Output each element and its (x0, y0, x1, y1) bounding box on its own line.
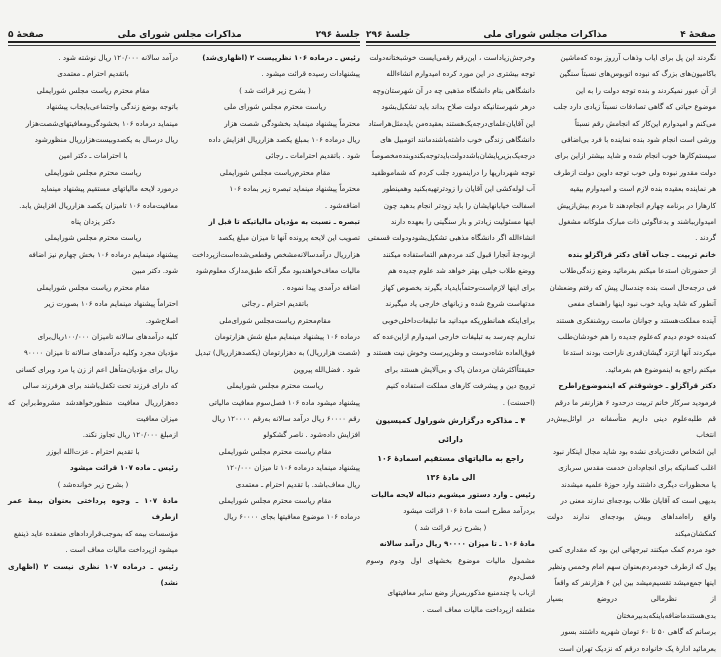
text-line: موضوع حیاتی که گاهی تصادفات نسبتاً زیادی دارد جلب (553, 102, 716, 112)
text-line: تبصره ـ نسبت به مؤدیان مالیاتیکه تا قبل از (208, 217, 360, 227)
section-title (366, 411, 535, 487)
text-line: (شصت هزارریال) به دهزارتومان (یکصدهزار‌ریال) تبدیل (195, 348, 360, 358)
text-line: این اشخاص دقت‌زیادی نشده بود شاید مجال اینکار نبود (552, 446, 716, 456)
text-line: مادهٔ ۱۰۶ ـ تا میزان ۹۰۰۰۰ ریال درآمد سالانه (379, 539, 535, 549)
text-line: قم طلبه‌علوم دینی داریم متأسفانه در اوائل‌بیش‌در انتخاب (547, 413, 716, 440)
text-line: ازمبلغ ۱۲۰/۰۰۰ ریال تجاوز نکند. (82, 430, 178, 440)
text-line: مشمول مالیات موضوع بخشهای اول ودوم وسوم فصل‌دوم (366, 555, 535, 581)
header-rule (366, 41, 716, 43)
text-line: ریاست محترم مجلس شورایملی (226, 381, 324, 391)
text-line: واقع راه‌امداهای وبیش بودجه‌ای ندارند دولت کمکشان‌میکند (547, 512, 716, 538)
text-line: سیستم‌کارها خوب انجام شده و شاید بیشتر ازاین برای (554, 151, 716, 161)
text-line: بعرمائید ادارهٔ یک خانواده درقم که نزدیک تهران است (558, 643, 716, 653)
text-line: بردرآمد مطرح است مادهٔ ۱۰۶ قرائت میشود (403, 506, 535, 516)
text-line: ریاست محترم مجلس شورایملی (44, 233, 142, 243)
running-title: مذاکرات مجلس شورای ملی (117, 30, 242, 40)
text-line: اصلاح‌شود. (145, 315, 178, 325)
text-line: شود. دکتر مبین (131, 266, 178, 276)
text-line: میشود ازپرداخت مالیات معاف است . (65, 545, 178, 555)
text-line: برای‌اینکه همانطوریکه میدانید ما تبلیغات‌داخلی‌خوبی (382, 315, 535, 325)
text-line: دکتر یزدان پناه (71, 217, 115, 227)
text-line: اینها جمع‌میشد تقسیم‌میشد بین این ۶ هزارنفر که واقعاً (554, 578, 716, 587)
text-line: باتقدیم احترام ـ معتمدی (57, 69, 129, 79)
text-line: مالیات معاف‌خواهندبود مگر آنکه طبق‌مدارک معلوم‌شود (195, 266, 360, 276)
text-line: باکامیون‌های بزرگ که نبوده اتوبوس‌های نسبتاً سنگین (559, 69, 716, 79)
text-line: گردند . (695, 233, 716, 243)
text-line: با احترامات ـ دکتر امین (58, 151, 128, 161)
session-number: جلسهٔ ۲۹۶ (366, 30, 411, 40)
text-line: پیشنهاد مینمایم درماده ۱۰۶ بخش چهارم نیز اضافه (28, 249, 178, 259)
text-line: ووضع طلاب خیلی بهتر خواهد شد علوم جدیده هم (387, 266, 535, 276)
text-line: باتوجه بوضع زندگی واجتماعی‌بایجاب پیشنهاد (46, 102, 178, 112)
text-line: ده‌هزارریال معافیت منظورخواهدشد مشروط‌براین که میزان معافیت (8, 397, 178, 423)
text-line: می‌کنم و امیدوارم این‌کار که انجامش رقم نسبتاً (574, 118, 716, 128)
text-line: اغلب کسانیکه برای انجام‌دادن خدمت مقدس سربازی (558, 463, 716, 473)
text-line: متعلقه ازپرداخت مالیات معاف است . (422, 604, 535, 614)
text-line: آینده مملکت‌هستند و جوانان ماست روشنفکری هستند (556, 315, 716, 325)
text-line: پیشنهادات رسیده قرائت میشود . (261, 69, 360, 79)
text-line: مؤسسات بیمه که بموجب‌قراردادهای منعقده عاید ذینفع (13, 528, 178, 538)
column-right (547, 50, 716, 653)
text-line: پول که ازطرف خودمردم‌بعنوان سهم امام وخمس ونظیر (548, 561, 716, 571)
page-header (8, 26, 360, 40)
text-line: رئیس ـ ماده ۱۰۷ قرائت میشود (69, 463, 178, 473)
text-line: اضافه‌شود . (324, 200, 360, 210)
text-line: میکنم راجع به اینموضوع هم بفرمائید. (605, 364, 716, 374)
text-line: ( بشرح زیر قرائت شد ) (239, 85, 311, 95)
column-left (8, 50, 178, 587)
text-line: ریال برای مؤدیان‌متأهل اعم از زن یا مرد وبرای کسانی (15, 364, 178, 374)
text-line: رئیس ـ وارد دستور میشویم دنباله لایحه مالیات (371, 489, 535, 499)
text-line: آنطور که شاید وباید خوب نبود اینها راهنمای مفعی (567, 299, 716, 309)
text-line: از نظرمالی دروضع بسیار بدی‌هستند‌ماضافه‌باینکه‌بدبیرمختان (547, 594, 716, 620)
text-line: بدیهی است که آقایان طلاب بودجه‌ای ندارند معنی در (560, 495, 716, 505)
text-line: معافیت‌ماده ۱۰۶ تامیزان یکصد هزارریال افزایش یابد. (19, 200, 178, 210)
header-rule-thin (8, 45, 360, 46)
text-line: از آن عبور نمیکردند و بنده توجه دولت را به این (575, 85, 716, 95)
text-line: مقام ریاست محترم مجلس شورایملی (218, 495, 332, 505)
text-line: مقام محترم ریاست مجلس شورایملی (36, 85, 150, 95)
page-4 (366, 0, 716, 653)
text-line: افزایش داده‌شود . ناصر گشکولو (263, 430, 360, 440)
text-line: ورشی است انجام شود بنده نماینده با فرد بی‌اضافی (561, 135, 716, 145)
text-line: مقام‌محترم ریاست‌مجلس شورای‌ملی (219, 315, 331, 325)
text-line: الی مادهٔ ۱۳۶ (425, 472, 476, 482)
text-line: یا محظورات دیگری داشتند وارد حوزهٔ علمیه میشدند (561, 479, 716, 489)
text-line: مقام ریاست محترم مجلس شورایملی (218, 446, 332, 456)
text-line: مادهٔ ۱۰۷ ـ وجوه پرداختی بعنوان بیمهٔ عمر ازطرف (8, 495, 178, 522)
text-line: درجه‌یک‌بزیر‌پایشان‌باشد‌دولت‌باید‌توجه‌بکند‌وبنده‌مخصوصاً (371, 151, 535, 161)
text-line: فرمودید سرکار خانم تربیت درحدود ۶ هزارنفر ما درقم (554, 397, 716, 407)
text-line: کارهارا در برنامه چهارم انجام‌دهند تا مردم بیش‌ازپیش (557, 200, 716, 210)
text-line: حقیقتاًاکثرشان مردمان پاک و بی‌آلایش هستند برای (384, 364, 535, 374)
text-line: درمورد لایحه مالیاتهای مستقیم پیشنهاد مینماید (40, 184, 178, 194)
text-line: درهر شهرستانیکه دولت صلاح بداند باید تشکیل‌بشود (381, 102, 535, 112)
text-line: با تقدیم احترام ـ عزت‌الله ابوزر (46, 446, 140, 456)
text-line: ۴ ـ مذاکره درگزارش شوراول کمیسیون دارائی (375, 415, 526, 444)
text-line: ازبودجهٔ آنجارا قبول کند مردم‌هم التماستفاده میکنند (382, 249, 535, 259)
column-left-body (366, 50, 535, 411)
text-line: اضافه درآمدی پیدا نموده . (282, 282, 360, 292)
page-number: صفحهٔ ۴ (680, 30, 716, 40)
text-line: محترماً پیشنهاد مینماید بخشودگی شصت هزار (224, 118, 360, 128)
text-line: رئیس ـ درماده ۱۰۶ نظرپیست ۲ (اظهاری‌شد) (202, 53, 360, 62)
text-line: دانشگاهی بنام دانشگاه مذهبی چه در آن شهرستان‌وچه (372, 85, 535, 95)
text-line: احتراماً پیشنهاد مینمایم ماده ۱۰۶ بصورت زیر (44, 299, 178, 309)
text-line: تصویب این لایحه پرونده آنها تا میزان مبلغ یکصد (218, 233, 360, 243)
text-line: رقم ۶۰۰۰۰ ریال درآمد سالانه به‌رقم ۱۲۰۰۰۰ ریال (212, 413, 360, 423)
text-line: ریال درسال به یکصدوبیست‌هزارریال منظورشود (34, 135, 178, 145)
page-header (366, 26, 716, 40)
text-line: درماده ۱۰۶ پیشنهاد مینمایم مبلغ شش هزار‌تومان (214, 331, 360, 341)
text-line: باتقدیم احترام ـ رجائی (241, 299, 309, 309)
page-number: صفحهٔ ۵ (8, 30, 44, 40)
text-line: هر نماینده بعقیده بنده لازم است و امیدوارم بیقیه (569, 184, 716, 194)
text-line: برسانم که گاهی ۵۰ تا ۶۰ تومان شهریه داشتند بسور (561, 627, 716, 637)
text-line: ( بشرح زیر خوانده‌شد ) (57, 479, 129, 489)
text-line: ریال معاف‌باشد. با تقدیم احترام ـ معتمدی (235, 479, 360, 489)
text-line: دکتر قراگزلو ـ خوشوقتم که اینموضوع‌راطرح (558, 381, 716, 391)
text-columns (8, 50, 360, 587)
text-line: برای اینها لازم‌است‌وحتماًبایدیاد بگیرند بخصوص کهاز (381, 282, 535, 292)
text-line: توجه بیشتری در این مورد کرده امیدوارم انشاءالله (386, 69, 535, 79)
text-line: که دارای فرزند تحت تکفل‌باشند برای هرفرزند سالی (22, 381, 178, 391)
text-line: ( بشرح زیر قرائت شد ) (414, 522, 487, 532)
text-line: از‌باب یا چندمنبع مذکوربس‌از وضع سایر معافیتهای (387, 588, 535, 598)
text-line: مقام محترم‌ریاست مجلس شورایملی (219, 167, 331, 177)
text-line: ریاست محترم مجلس شورایملی (44, 167, 142, 177)
session-number: جلسهٔ ۲۹۶ (315, 30, 360, 40)
text-line: ترویج دین و پیشرفت کارهای مملکت استفاده کنیم (386, 381, 535, 391)
text-line: درآمد سالانه ۱۲۰/۰۰۰ ریال نوشته شود . (58, 53, 178, 62)
text-line: اینها مسئولیت زیادتر و بار سنگینی را بعهده دارند (390, 217, 535, 227)
text-line: توجه شهرداریها را در‌اینمورد جلب کردم که شماموظفید (371, 167, 535, 177)
text-line: شود . فضل‌الله پیروین (293, 364, 360, 374)
header-rule-thin (366, 45, 716, 46)
text-line: دولت مقدور نبوده ولی خوب توجه داوین دولت ازطرف (553, 167, 716, 177)
text-line: ریال درماده ۱۰۶ بمبلغ یکصد هزارریال افزایش داده (208, 135, 360, 145)
column-left (366, 50, 535, 614)
page-5 (8, 0, 360, 599)
text-line: رئیس ـ درماده ۱۰۷ نظری نیست ۲ (اظهاری نشد) (8, 561, 178, 587)
text-line: که‌بنده خودم دیدم که‌علوم جدیده را هم خودشان‌طلب (557, 331, 716, 341)
text-line: مدتهاست شروع شده و زبانهای خارجی یاد میگیرند (385, 299, 535, 309)
text-line: وخرجش‌زیاداست ، این‌رقم رقمی‌ایست خوشبختانه‌دولت (369, 53, 535, 62)
text-line: انشاءالله اگر دانشگاه مذهبی تشکیل‌بشود‌ودولت قسمتی (367, 233, 535, 243)
text-line: کلیه درآمدهای سالانه تامیزان ۱۰۰/۰۰۰ریال‌برای (37, 331, 178, 341)
text-line: خانم تربیت ـ جناب آقای دکتر قراگزلو بنده (568, 249, 716, 259)
text-line: میکردند آنها ازتزد گیشان‌قدری ناراحت بودند استدعا (563, 348, 716, 358)
text-columns (366, 50, 716, 653)
text-line: ریاست محترم مجلس شورای ملی (223, 102, 327, 112)
text-line: شود . باتقدیم احترامات ـ رجائی (265, 151, 360, 161)
running-title: مذاکرات مجلس شورای ملی (483, 30, 608, 40)
text-line: هزارریال درآمدسالانه‌مشخص وقطعی‌شده‌است‌ازپرداخت (192, 249, 360, 259)
text-line: مؤدیان مجرد وکلیه درآمدهای سالانه تا میزان ۹۰۰۰۰ (23, 348, 178, 358)
text-line: راجع به مالیاتهای مستقیم اسمادهٔ ۱۰۶ (377, 453, 524, 463)
text-line: مینماید درماده ۱۰۶ بخشودگی‌ومعافیتهای‌شصت‌هزار (25, 118, 178, 128)
text-line: نداریم چه‌رسد به تبلیغات خارجی امیدوارم ازاین‌عده که (372, 331, 535, 341)
column-right (190, 50, 360, 559)
text-line: آب لوله‌کشی این آقایان را زودتر‌تهیه‌بکنید وهمینطور (382, 184, 535, 194)
text-line: اسفالت خیابانهایشان را باید زودتر انجام بدهید چون (383, 200, 535, 210)
text-line: فوق‌العاده شاه‌دوست و وطن‌پرست وخوش نیت هستند و (367, 348, 535, 358)
text-line: دانشگاهی زندگی خوب داشته‌باشندمانند اتومبیل های (380, 135, 535, 145)
text-line: نگردند این پل برای ایاب وذهاب آرروز بوده که‌ماشین (560, 53, 716, 62)
text-line: پیشنهاد میشود ماده ۱۰۶ فصل‌سوم معافیت مالیاتی (208, 397, 360, 407)
text-line: از حضورتان استدعا میکنم بفرمائید وضع زندگی‌طلاب (559, 266, 716, 276)
text-line: درماده ۱۰۶ موضوع معافیتها بجای ۶۰۰۰۰ ریال (223, 512, 360, 522)
text-line: این آقایان‌علمای‌درجه‌یک‌هستند بعقیده‌من باید‌مثل‌هر‌استاد (368, 118, 535, 128)
text-line: محترماً پیشنهاد مینماید تبصره زیر بماده ۱۰۶ (229, 184, 360, 194)
text-line: خود مردم کمک میکنند تبرجهاتی این بود که مقداری کمی (548, 545, 716, 555)
text-line: امیدواربباشند و بدعاگوئی ذات مبارک ملوکانه مشغول (558, 217, 716, 227)
header-rule (8, 41, 360, 43)
text-line: پیشنهاد مینماید درماده ۱۰۶ تا میزان ۱۲۰/۰۰۰ (226, 463, 360, 473)
column-left-tail (366, 487, 535, 618)
text-line: (احسنت) . (502, 397, 535, 407)
text-line: فی درجه‌حال است بنده چندسال پیش که رفتم وضعشان (549, 282, 716, 292)
text-line: مقام محترم ریاست مجلس شورایملی (36, 282, 150, 292)
